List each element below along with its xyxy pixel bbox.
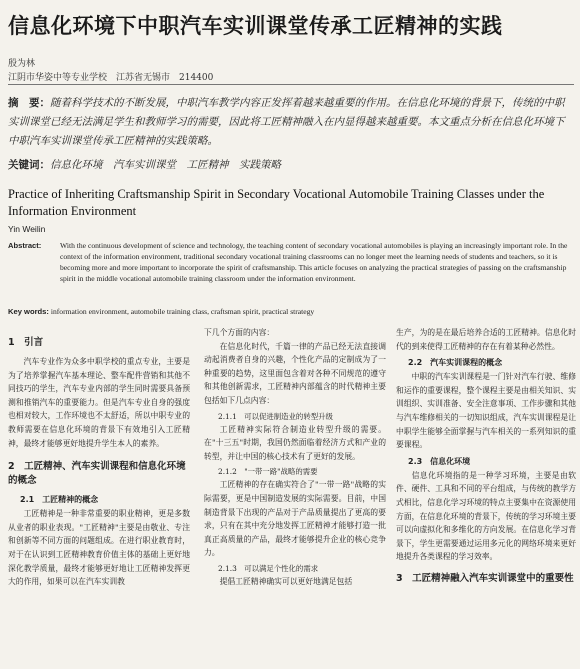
english-keywords: [8, 306, 568, 317]
keywords-label-cn: 关键词：: [8, 159, 50, 171]
subsection-heading-2-2: 2.2 汽车实训课程的概念: [408, 358, 503, 368]
abstract-text-cn: 随着科学技术的不断发展，中职汽车教学内容正发挥着越来越重要的作用。在信息化环境的背景下，传统的中职实训课堂已经无法满足学生和教师学习的需要，因此将工匠精神融入在内显得越来越重要。本文重点分析在信息化环境下中职汽车实训课堂传承工匠精神的实践策略。: [8, 97, 565, 147]
paragraph-info-era: 在信息化时代，千篇一律的产品已经无法直接调动起消费者自身的兴趣，个性化产品的定制成为了一种重要的趋势，这里面包含着对各种不同规范的遵守和其他创新需求，工匠精神内部蕴含的时代精神主要包括如下几点内容：: [204, 341, 386, 405]
english-abstract: [8, 240, 568, 284]
subsubsection-heading-2-1-2: 2.1.2 "一带一路"战略的需要: [218, 467, 318, 477]
keywords-text-cn: 信息化环境 汽车实训课堂 工匠精神 实践策略: [50, 159, 281, 171]
abstract-label-cn: 摘 要：: [8, 97, 50, 109]
subsection-heading-2-1: 2.1 工匠精神的概念: [20, 495, 99, 505]
english-title: Practice of Inheriting Craftsmanship Spirit in Secondary Vocational Automobile Training Classes under the Information Environment: [8, 187, 545, 218]
paragraph-2-1-3: 提倡工匠精神确实可以更好地满足包括: [219, 576, 353, 586]
section-heading-3: 3 工匠精神融入汽车实训课堂中的重要性: [396, 572, 574, 584]
paragraph-2-3: 信息化环境指的是一种学习环境，主要是由软件、硬件、工具和不同的平台组成，与传统的教学方式相比，信息化学习环境的特点主要集中在资源使用方面，在信息化环境的背景下，传统的学习环境主要可以向虚拟化和多维化的方向发展。在信息化学习背景下，学生更需要通过运用多元化的网络环境来更好地提升各类课程的学习效率。: [396, 470, 576, 562]
abstract-text-en: With the continuous development of science and technology, the teaching content of secondary vocational automobiles is playing an increasingly important role. In the context of the information environment, traditional secondary vocational training classrooms can no longer meet the learning needs of students and teachers, so it is becoming more and more important to incorporate the spirit of craftsmanship. This article focuses on analyzing the practical strategies of passing on the craftsmanship spirit in the middle vocational automobile training classroom under the information environment.: [60, 241, 568, 283]
author-name: 殷为林: [8, 59, 36, 69]
subsection-heading-2-3: 2.3 信息化环境: [408, 456, 471, 466]
chinese-abstract: [8, 94, 568, 151]
paragraph-2-2: 中职的汽车实训课程是一门针对汽车行驶、维修和运作的重要课程，整个课程主要是由相关知识、实训组织、实训准备、安全注意事项、工作步骤和其他与汽车维修相关的一切知识组成，汽车实训课程是让中职学生能够全面掌握与汽车相关的一系列知识的重要课程。: [396, 372, 576, 450]
paragraph-2-1-2: 工匠精神的存在确实符合了"一带一路"战略的实际需要，更是中国制造发展的实际需要。目前，中国制造背景下出现的产品对于产品质量提出了更高的要求，只有在其中充分地发挥工匠精神才能够打造一批真正高质量的产品，最终才能够提升企业的核心竞争力。: [204, 480, 386, 558]
paragraph-2-1: 工匠精神是一种非常重要的职业精神，更是多数从业者的职业表现。"工匠精神"主要是由敬业、专注和创新等不同方面的问题组成。在进行职业教育时，对于在认识到工匠精神教育价值主体的基础上更好地深化教学质量，最终才能够更好地让工匠精神发挥更大的作用，如果可以在汽车实训教: [8, 509, 190, 587]
paragraph-lead: 下几个方面的内容：: [204, 328, 275, 337]
keywords-text-en: information environment, automobile training class, craftsman spirit, practical strategy: [50, 307, 315, 316]
body-column-2: [204, 326, 386, 669]
intro-paragraph: 汽车专业作为众多中职学校的重点专业，主要是为了培养掌握汽车基本理论、整车配件营销和其他不同技巧的学生，汽车专业内部的学生同时需要具备预测和推销汽车的重要能力。但是汽车专业自身的强度也相对较大，工作环境也不太舒适，所以中职专业的教师需要在信息化环境的背景下有效地引入工匠精神，最终才能够更好地提升学生本人的素养。: [8, 357, 190, 448]
author-affiliation: 江阴市华姿中等专业学校 江苏省无锡市 214400: [8, 73, 214, 83]
subsubsection-heading-2-1-3: 2.1.3 可以满足个性化的需求: [218, 563, 319, 573]
section-heading-2: 2 工匠精神、汽车实训课程和信息化环境的概念: [8, 461, 186, 487]
body-column-1: [8, 326, 190, 669]
english-author: Yin Weilin: [8, 224, 46, 234]
paper-title: 信息化环境下中职汽车实训课堂传承工匠精神的实践: [8, 14, 503, 38]
header-divider: [8, 84, 574, 85]
body-column-3: [396, 326, 576, 669]
chinese-keywords: [8, 156, 568, 174]
paragraph-2-1-1: 工匠精神实际符合制造业转型升级的需要。在"十三五"时期，我国仍然面临着经济方式和产业的转型，并让中国的核心技术有了更好的发展。: [204, 424, 386, 461]
paragraph-continued: 生产，为的是在最后培养合适的工匠精神。信息化时代的到来使得工匠精神的存在有着某种必然性。: [396, 328, 576, 351]
section-heading-intro: 1 引言: [8, 337, 44, 348]
keywords-label-en: Key words:: [8, 307, 49, 316]
abstract-label-en: Abstract:: [8, 241, 42, 250]
subsubsection-heading-2-1-1: 2.1.1 可以促进制造业的转型升级: [218, 411, 333, 421]
